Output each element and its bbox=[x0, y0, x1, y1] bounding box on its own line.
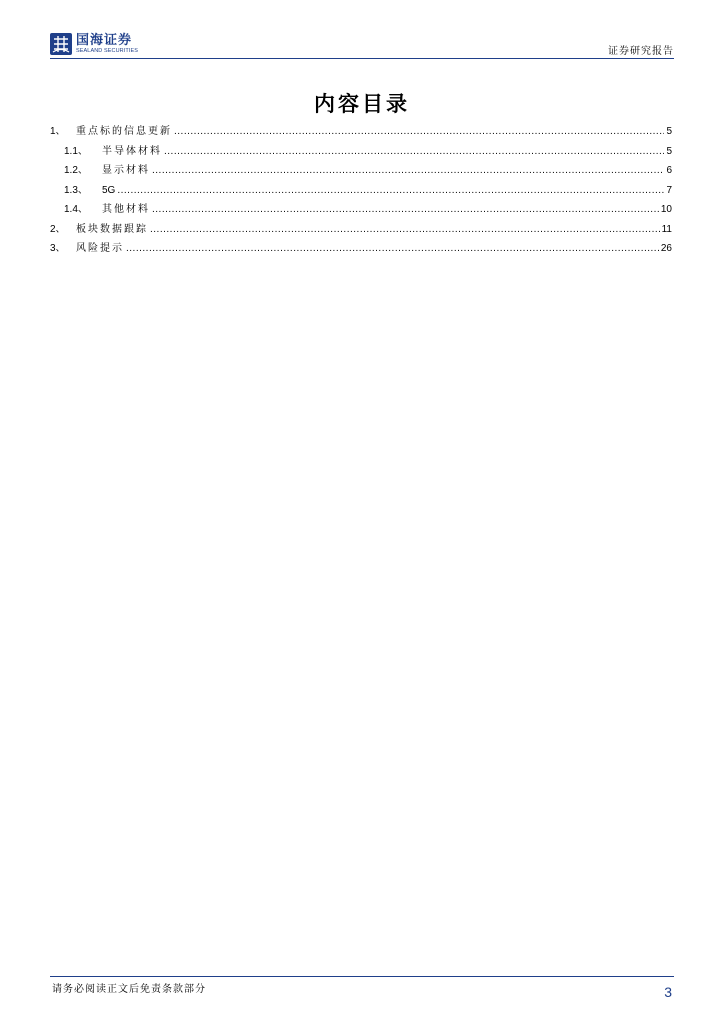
logo-english-name: SEALAND SECURITIES bbox=[76, 47, 139, 54]
page-number: 3 bbox=[664, 984, 672, 1000]
toc-entry-page: 7 bbox=[666, 184, 672, 196]
logo-chinese-name: 国海证券 bbox=[76, 32, 133, 48]
toc-entry-section-3[interactable] bbox=[50, 239, 672, 259]
toc-entry-number: 3、 bbox=[50, 243, 66, 254]
toc-entry-page: 5 bbox=[666, 145, 672, 157]
toc-dot-leader bbox=[152, 204, 659, 215]
toc-entry-label: 风险提示 bbox=[76, 243, 124, 254]
toc-dot-leader bbox=[150, 224, 660, 235]
toc-entry-section-1-1[interactable] bbox=[50, 142, 672, 162]
toc-entry-page: 26 bbox=[660, 243, 672, 254]
toc-dot-leader bbox=[174, 126, 664, 137]
toc-dot-leader bbox=[152, 165, 664, 176]
toc-entry-page: 6 bbox=[666, 165, 672, 176]
company-logo bbox=[50, 32, 138, 56]
toc-entry-page: 5 bbox=[666, 126, 672, 137]
toc-dot-leader bbox=[117, 185, 664, 196]
report-type-label: 证券研究报告 bbox=[608, 46, 674, 57]
toc-dot-leader bbox=[126, 243, 659, 254]
toc-entry-section-1-2[interactable] bbox=[50, 161, 672, 181]
toc-entry-section-1[interactable] bbox=[50, 122, 672, 142]
table-of-contents bbox=[50, 122, 672, 259]
toc-entry-section-1-4[interactable] bbox=[50, 200, 672, 220]
toc-dot-leader bbox=[164, 146, 664, 157]
toc-entry-section-2[interactable] bbox=[50, 220, 672, 240]
toc-entry-number: 1.3、 bbox=[64, 184, 88, 196]
page-header bbox=[50, 28, 674, 58]
disclaimer-note: 请务必阅读正文后免责条款部分 bbox=[52, 984, 206, 995]
page-title: 内容目录 bbox=[314, 91, 410, 116]
toc-entry-number: 1、 bbox=[50, 126, 66, 137]
toc-entry-page: 11 bbox=[661, 223, 672, 235]
toc-entry-number: 1.2、 bbox=[64, 165, 88, 176]
toc-entry-label: 显示材料 bbox=[102, 165, 150, 176]
header-divider bbox=[50, 58, 674, 59]
toc-entry-number: 2、 bbox=[50, 223, 66, 235]
toc-entry-label: 其他材料 bbox=[102, 204, 150, 215]
footer-divider bbox=[50, 976, 674, 977]
toc-entry-number: 1.4、 bbox=[64, 204, 88, 215]
toc-entry-page: 10 bbox=[660, 204, 672, 215]
toc-entry-section-1-3[interactable] bbox=[50, 181, 672, 201]
toc-entry-number: 1.1、 bbox=[64, 145, 88, 157]
toc-entry-label: 5G bbox=[102, 184, 116, 196]
sealand-logo-icon bbox=[50, 33, 72, 55]
toc-entry-label: 半导体材料 bbox=[102, 145, 162, 157]
toc-entry-label: 重点标的信息更新 bbox=[76, 126, 172, 137]
toc-entry-label: 板块数据跟踪 bbox=[76, 223, 148, 235]
